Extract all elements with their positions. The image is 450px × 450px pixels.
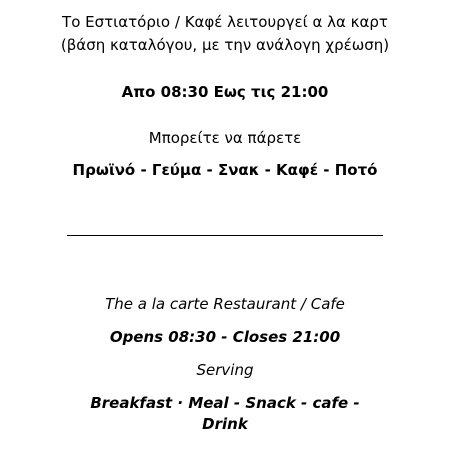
english-items-line2: Drink — [202, 415, 248, 433]
english-hours: Opens 08:30 - Closes 21:00 — [109, 328, 341, 346]
english-intro: The a la carte Restaurant / Cafe — [105, 295, 345, 313]
greek-items: Πρωϊνό - Γεύμα - Σνακ - Καφέ - Ποτό — [72, 161, 378, 179]
section-divider — [67, 235, 383, 236]
english-serving-label: Serving — [196, 361, 254, 379]
greek-intro-line2: (βάση καταλόγου, με την ανάλογη χρέωση) — [60, 36, 390, 54]
greek-intro-line1: Το Εστιατόριο / Καφέ λειτουργεί α λα καρτ — [62, 13, 388, 31]
english-items-line1: Breakfast · Meal - Snack - cafe - — [90, 394, 360, 412]
greek-hours: Απο 08:30 Εως τις 21:00 — [121, 83, 329, 101]
greek-serving-label: Μπορείτε να πάρετε — [148, 129, 302, 147]
